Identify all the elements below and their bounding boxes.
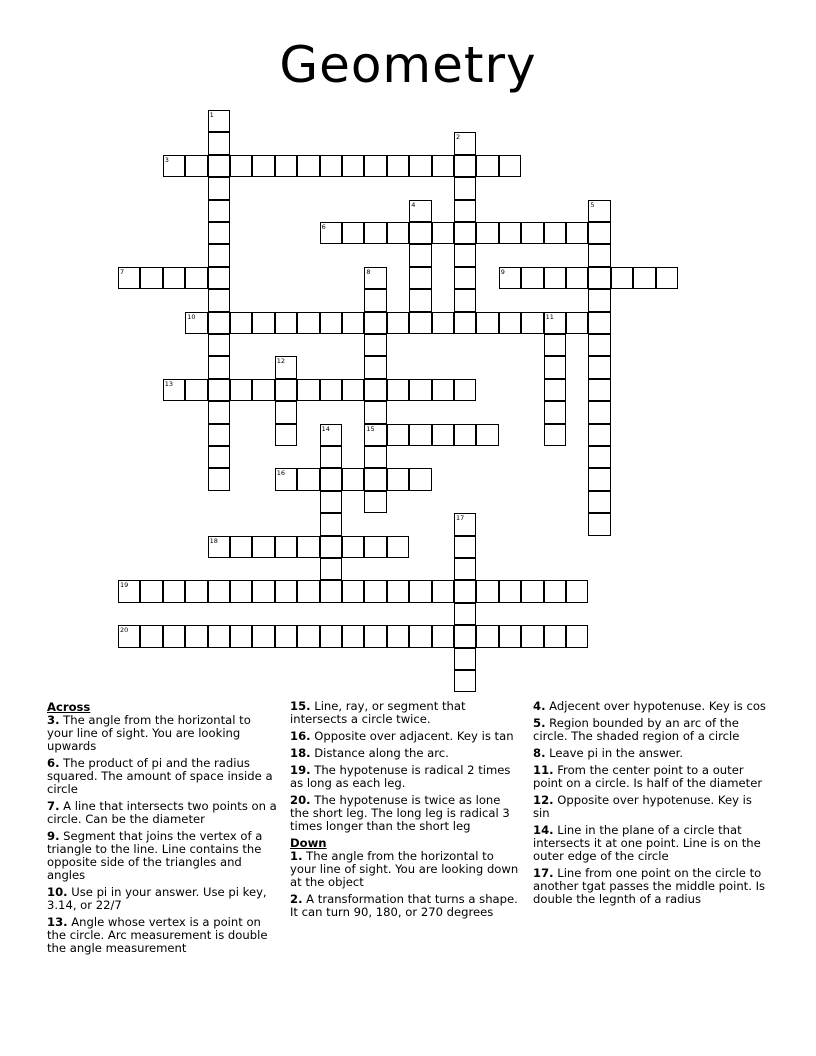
clue-item <box>47 830 277 882</box>
clue-item-text: Line from one point on the circle to another tgat passes the middle point. Is double the legnth of a radius <box>533 866 766 906</box>
grid-cell[interactable] <box>208 446 230 468</box>
grid-cell[interactable] <box>387 379 409 401</box>
clue-item <box>533 867 769 906</box>
grid-cell[interactable] <box>208 468 230 490</box>
clue-number: 2 <box>456 133 461 142</box>
grid-cell[interactable] <box>275 424 297 446</box>
clue-item-number: 12. <box>533 793 554 807</box>
grid-cell[interactable] <box>163 625 185 647</box>
clue-item-text: Adjecent over hypotenuse. Key is cos <box>545 699 766 713</box>
clue-item-text: Angle whose vertex is a point on the circle. Arc measurement is double the angle measurement <box>47 915 268 955</box>
clue-number: 8 <box>366 267 371 276</box>
clue-item-text: Distance along the arc. <box>310 746 449 760</box>
grid-cell[interactable] <box>118 267 140 289</box>
grid-cell[interactable] <box>432 580 454 602</box>
grid-cell[interactable] <box>588 222 610 244</box>
grid-cell[interactable] <box>521 222 543 244</box>
grid-cell[interactable] <box>364 267 386 289</box>
clue-item <box>533 824 769 863</box>
clue-number: 12 <box>276 357 286 366</box>
grid-cell[interactable] <box>588 244 610 266</box>
grid-cell[interactable] <box>544 379 566 401</box>
grid-cell[interactable] <box>454 267 476 289</box>
clue-item-number: 19. <box>290 763 311 777</box>
grid-cell[interactable] <box>409 580 431 602</box>
grid-cell[interactable] <box>387 424 409 446</box>
grid-cell[interactable] <box>521 267 543 289</box>
grid-cell[interactable] <box>364 222 386 244</box>
grid-cell[interactable] <box>163 580 185 602</box>
grid-cell[interactable] <box>275 401 297 423</box>
grid-cell[interactable] <box>252 625 274 647</box>
clue-number: 18 <box>209 536 218 545</box>
grid-cell[interactable] <box>499 267 521 289</box>
grid-cell[interactable] <box>566 222 588 244</box>
grid-cell[interactable] <box>454 580 476 602</box>
clue-number: 11 <box>545 312 554 321</box>
grid-cell[interactable] <box>409 312 431 334</box>
grid-cell[interactable] <box>320 558 342 580</box>
grid-cell[interactable] <box>364 446 386 468</box>
grid-cell[interactable] <box>544 580 566 602</box>
grid-cell[interactable] <box>252 155 274 177</box>
grid-cell[interactable] <box>320 379 342 401</box>
grid-cell[interactable] <box>454 536 476 558</box>
grid-cell[interactable] <box>208 132 230 154</box>
clue-item <box>47 800 277 826</box>
grid-cell[interactable] <box>364 468 386 490</box>
clue-number: 6 <box>321 223 326 231</box>
grid-cell[interactable] <box>185 312 207 334</box>
clue-item <box>290 850 522 889</box>
clue-number: 13 <box>164 379 174 388</box>
grid-cell[interactable] <box>544 625 566 647</box>
grid-cell[interactable] <box>364 491 386 513</box>
grid-cell[interactable] <box>275 468 297 490</box>
clue-item-number: 9. <box>47 829 60 843</box>
clue-number: 16 <box>276 469 286 478</box>
clue-item-text: The product of pi and the radius squared. The amount of space inside a circle <box>47 756 273 796</box>
across-clue-list-continued <box>290 700 522 833</box>
grid-cell[interactable] <box>364 289 386 311</box>
clue-item <box>533 794 769 820</box>
clue-item-number: 10. <box>47 885 68 899</box>
grid-cell[interactable] <box>275 379 297 401</box>
grid-cell[interactable] <box>297 312 319 334</box>
grid-cell[interactable] <box>656 267 678 289</box>
grid-cell[interactable] <box>163 155 185 177</box>
grid-cell[interactable] <box>499 155 521 177</box>
grid-cell[interactable] <box>297 155 319 177</box>
clue-item-text: Use pi in your answer. Use pi key, 3.14, or 22/7 <box>47 885 267 912</box>
grid-cell[interactable] <box>588 513 610 535</box>
grid-cell[interactable] <box>454 222 476 244</box>
grid-cell[interactable] <box>208 379 230 401</box>
grid-cell[interactable] <box>320 536 342 558</box>
grid-cell[interactable] <box>342 580 364 602</box>
grid-cell[interactable] <box>230 379 252 401</box>
grid-cell[interactable] <box>364 401 386 423</box>
grid-cell[interactable] <box>208 177 230 199</box>
grid-cell[interactable] <box>476 424 498 446</box>
clue-item <box>290 764 522 790</box>
puzzle-title: Geometry <box>279 36 537 94</box>
clues-column-1 <box>47 700 277 959</box>
grid-cell[interactable] <box>118 580 140 602</box>
clue-item <box>290 794 522 833</box>
grid-cell[interactable] <box>342 312 364 334</box>
clue-item-number: 20. <box>290 793 311 807</box>
grid-cell[interactable] <box>208 625 230 647</box>
grid-cell[interactable] <box>208 244 230 266</box>
grid-cell[interactable] <box>611 267 633 289</box>
grid-cell[interactable] <box>252 312 274 334</box>
grid-cell[interactable] <box>185 580 207 602</box>
clue-number: 1 <box>209 111 214 119</box>
grid-cell[interactable] <box>566 580 588 602</box>
grid-cell[interactable] <box>230 536 252 558</box>
grid-cell[interactable] <box>387 222 409 244</box>
grid-cell[interactable] <box>432 379 454 401</box>
grid-cell[interactable] <box>342 625 364 647</box>
grid-cell[interactable] <box>275 312 297 334</box>
clue-number: 10 <box>187 312 196 321</box>
grid-cell[interactable] <box>320 468 342 490</box>
grid-cell[interactable] <box>588 334 610 356</box>
clue-item-number: 17. <box>533 866 554 880</box>
grid-cell[interactable] <box>230 155 252 177</box>
grid-cell[interactable] <box>476 222 498 244</box>
grid-cell[interactable] <box>297 536 319 558</box>
grid-cell[interactable] <box>297 468 319 490</box>
grid-cell[interactable] <box>387 312 409 334</box>
clue-item <box>533 700 769 713</box>
grid-cell[interactable] <box>588 289 610 311</box>
grid-cell[interactable] <box>432 312 454 334</box>
clue-number: 14 <box>321 424 330 433</box>
clue-item-text: Line in the plane of a circle that intersects it at one point. Line is on the outer edge of the circle <box>533 823 761 863</box>
grid-cell[interactable] <box>140 625 162 647</box>
clue-item <box>533 764 769 790</box>
grid-cell[interactable] <box>544 334 566 356</box>
clue-item <box>47 714 277 753</box>
grid-cell[interactable] <box>409 625 431 647</box>
grid-cell[interactable] <box>499 580 521 602</box>
clue-item <box>47 757 277 796</box>
grid-cell[interactable] <box>252 379 274 401</box>
grid-cell[interactable] <box>566 312 588 334</box>
grid-cell[interactable] <box>432 424 454 446</box>
grid-cell[interactable] <box>320 155 342 177</box>
clue-number: 17 <box>456 514 465 523</box>
grid-cell[interactable] <box>432 222 454 244</box>
grid-cell[interactable] <box>454 625 476 647</box>
clue-item <box>290 747 522 760</box>
grid-cell[interactable] <box>454 244 476 266</box>
grid-cell[interactable] <box>499 222 521 244</box>
clue-item-text: The hypotenuse is twice as lone the short leg. The long leg is radical 3 times longer than the short leg <box>290 793 510 833</box>
grid-cell[interactable] <box>521 625 543 647</box>
grid-cell[interactable] <box>454 132 476 154</box>
grid-cell[interactable] <box>230 580 252 602</box>
grid-cell[interactable] <box>588 401 610 423</box>
grid-cell[interactable] <box>409 468 431 490</box>
grid-cell[interactable] <box>409 379 431 401</box>
clue-item <box>47 886 277 912</box>
grid-cell[interactable] <box>454 558 476 580</box>
grid-cell[interactable] <box>588 200 610 222</box>
grid-cell[interactable] <box>588 267 610 289</box>
grid-cell[interactable] <box>275 625 297 647</box>
grid-cell[interactable] <box>409 244 431 266</box>
grid-cell[interactable] <box>432 625 454 647</box>
clue-item-number: 1. <box>290 849 303 863</box>
grid-cell[interactable] <box>454 513 476 535</box>
grid-cell[interactable] <box>208 312 230 334</box>
grid-cell[interactable] <box>230 625 252 647</box>
grid-cell[interactable] <box>364 155 386 177</box>
grid-cell[interactable] <box>208 200 230 222</box>
grid-cell[interactable] <box>476 625 498 647</box>
grid-cell[interactable] <box>185 625 207 647</box>
grid-cell[interactable] <box>140 580 162 602</box>
grid-cell[interactable] <box>588 446 610 468</box>
clue-item-number: 18. <box>290 746 311 760</box>
grid-cell[interactable] <box>432 155 454 177</box>
clue-number: 15 <box>366 424 375 433</box>
grid-cell[interactable] <box>208 222 230 244</box>
clue-item-number: 8. <box>533 746 546 760</box>
grid-cell[interactable] <box>297 625 319 647</box>
grid-cell[interactable] <box>342 379 364 401</box>
grid-cell[interactable] <box>364 580 386 602</box>
clue-item <box>533 747 769 760</box>
grid-cell[interactable] <box>387 468 409 490</box>
grid-cell[interactable] <box>364 536 386 558</box>
clue-item-number: 13. <box>47 915 68 929</box>
grid-cell[interactable] <box>208 401 230 423</box>
grid-cell[interactable] <box>588 491 610 513</box>
clue-item-number: 15. <box>290 699 311 713</box>
grid-cell[interactable] <box>185 155 207 177</box>
clue-item-number: 11. <box>533 763 554 777</box>
grid-cell[interactable] <box>320 625 342 647</box>
grid-cell[interactable] <box>163 379 185 401</box>
grid-cell[interactable] <box>387 536 409 558</box>
grid-cell[interactable] <box>320 446 342 468</box>
grid-cell[interactable] <box>185 379 207 401</box>
grid-cell[interactable] <box>275 580 297 602</box>
grid-cell[interactable] <box>454 603 476 625</box>
grid-cell[interactable] <box>454 670 476 692</box>
clue-item-text: The angle from the horizontal to your line of sight. You are looking down at the object <box>290 849 519 889</box>
clue-number: 7 <box>120 267 125 276</box>
grid-cell[interactable] <box>140 267 162 289</box>
clue-number: 5 <box>590 200 595 209</box>
grid-cell[interactable] <box>544 401 566 423</box>
grid-cell[interactable] <box>208 289 230 311</box>
grid-cell[interactable] <box>588 468 610 490</box>
grid-cell[interactable] <box>588 356 610 378</box>
grid-cell[interactable] <box>320 424 342 446</box>
grid-cell[interactable] <box>342 536 364 558</box>
clue-item-number: 3. <box>47 713 60 727</box>
grid-cell[interactable] <box>364 356 386 378</box>
grid-cell[interactable] <box>476 580 498 602</box>
clue-number: 20 <box>120 626 129 635</box>
clue-item-text: Leave pi in the answer. <box>545 746 684 760</box>
across-clue-list <box>47 714 277 955</box>
clues-column-3 <box>533 700 769 910</box>
clue-number: 9 <box>500 267 505 276</box>
grid-cell[interactable] <box>364 424 386 446</box>
clue-item-number: 6. <box>47 756 60 770</box>
grid-cell[interactable] <box>387 625 409 647</box>
grid-cell[interactable] <box>342 222 364 244</box>
grid-cell[interactable] <box>297 580 319 602</box>
grid-cell[interactable] <box>409 267 431 289</box>
grid-cell[interactable] <box>476 312 498 334</box>
grid-cell[interactable] <box>566 625 588 647</box>
grid-cell[interactable] <box>544 267 566 289</box>
grid-cell[interactable] <box>320 222 342 244</box>
grid-cell[interactable] <box>320 513 342 535</box>
grid-cell[interactable] <box>454 312 476 334</box>
grid-cell[interactable] <box>208 580 230 602</box>
grid-cell[interactable] <box>275 536 297 558</box>
clues-column-2 <box>290 700 522 923</box>
grid-cell[interactable] <box>252 580 274 602</box>
grid-cell[interactable] <box>230 312 252 334</box>
grid-cell[interactable] <box>364 625 386 647</box>
grid-cell[interactable] <box>252 536 274 558</box>
down-clue-list-continued <box>533 700 769 906</box>
grid-cell[interactable] <box>118 625 140 647</box>
clue-item <box>533 717 769 743</box>
grid-cell[interactable] <box>208 155 230 177</box>
clue-item-text: Opposite over adjacent. Key is tan <box>310 729 514 743</box>
across-heading: Across <box>47 700 91 714</box>
grid-cell[interactable] <box>409 155 431 177</box>
grid-cell[interactable] <box>454 648 476 670</box>
grid-cell[interactable] <box>208 356 230 378</box>
grid-cell[interactable] <box>454 155 476 177</box>
grid-cell[interactable] <box>185 267 207 289</box>
grid-cell[interactable] <box>342 468 364 490</box>
grid-cell[interactable] <box>208 424 230 446</box>
grid-cell[interactable] <box>454 379 476 401</box>
grid-cell[interactable] <box>409 222 431 244</box>
grid-cell[interactable] <box>364 379 386 401</box>
grid-cell[interactable] <box>208 267 230 289</box>
clue-item-text: Opposite over hypotenuse. Key is sin <box>533 793 752 820</box>
clue-item-text: A line that intersects two points on a circle. Can be the diameter <box>47 799 277 826</box>
grid-cell[interactable] <box>588 424 610 446</box>
clue-item-number: 7. <box>47 799 60 813</box>
grid-cell[interactable] <box>454 200 476 222</box>
clue-item-number: 16. <box>290 729 311 743</box>
clue-item-number: 2. <box>290 892 303 906</box>
clue-item-number: 14. <box>533 823 554 837</box>
clue-item-number: 5. <box>533 716 546 730</box>
clue-item-text: Line, ray, or segment that intersects a circle twice. <box>290 699 466 726</box>
clue-item <box>290 730 522 743</box>
grid-cell[interactable] <box>521 312 543 334</box>
grid-cell[interactable] <box>275 155 297 177</box>
clue-item <box>290 893 522 919</box>
grid-cell[interactable] <box>499 312 521 334</box>
grid-cell[interactable] <box>566 267 588 289</box>
grid-cell[interactable] <box>409 289 431 311</box>
grid-cell[interactable] <box>588 379 610 401</box>
grid-cell[interactable] <box>454 424 476 446</box>
grid-cell[interactable] <box>544 222 566 244</box>
grid-cell[interactable] <box>476 155 498 177</box>
grid-cell[interactable] <box>544 356 566 378</box>
grid-cell[interactable] <box>364 312 386 334</box>
grid-cell[interactable] <box>544 424 566 446</box>
clue-item-text: The hypotenuse is radical 2 times as long as each leg. <box>290 763 511 790</box>
grid-cell[interactable] <box>364 334 386 356</box>
down-heading: Down <box>290 836 327 850</box>
clue-item-text: Region bounded by an arc of the circle. The shaded region of a circle <box>533 716 740 743</box>
clue-item <box>290 700 522 726</box>
grid-cell[interactable] <box>409 200 431 222</box>
grid-cell[interactable] <box>499 625 521 647</box>
grid-cell[interactable] <box>521 580 543 602</box>
grid-cell[interactable] <box>409 424 431 446</box>
grid-cell[interactable] <box>320 580 342 602</box>
clue-item-text: Segment that joins the vertex of a triangle to the line. Line contains the opposite side of the triangles and angles <box>47 829 263 882</box>
grid-cell[interactable] <box>387 580 409 602</box>
grid-cell[interactable] <box>588 312 610 334</box>
grid-cell[interactable] <box>297 379 319 401</box>
grid-cell[interactable] <box>208 334 230 356</box>
clue-number: 4 <box>411 200 416 209</box>
grid-cell[interactable] <box>544 312 566 334</box>
grid-cell[interactable] <box>633 267 655 289</box>
grid-cell[interactable] <box>454 289 476 311</box>
grid-cell[interactable] <box>208 110 230 132</box>
grid-cell[interactable] <box>163 267 185 289</box>
down-clue-list <box>290 850 522 919</box>
grid-cell[interactable] <box>275 356 297 378</box>
clue-number: 19 <box>120 581 129 590</box>
clue-item-number: 4. <box>533 699 546 713</box>
clue-item-text: The angle from the horizontal to your line of sight. You are looking upwards <box>47 713 251 753</box>
grid-cell[interactable] <box>454 177 476 199</box>
clue-number: 3 <box>164 155 169 164</box>
grid-cell[interactable] <box>387 155 409 177</box>
clue-item <box>47 916 277 955</box>
clue-item-text: A transformation that turns a shape. It can turn 90, 180, or 270 degrees <box>290 892 518 919</box>
grid-cell[interactable] <box>320 312 342 334</box>
grid-cell[interactable] <box>342 155 364 177</box>
grid-cell[interactable] <box>208 536 230 558</box>
clue-item-text: From the center point to a outer point on a circle. Is half of the diameter <box>533 763 763 790</box>
grid-cell[interactable] <box>320 491 342 513</box>
